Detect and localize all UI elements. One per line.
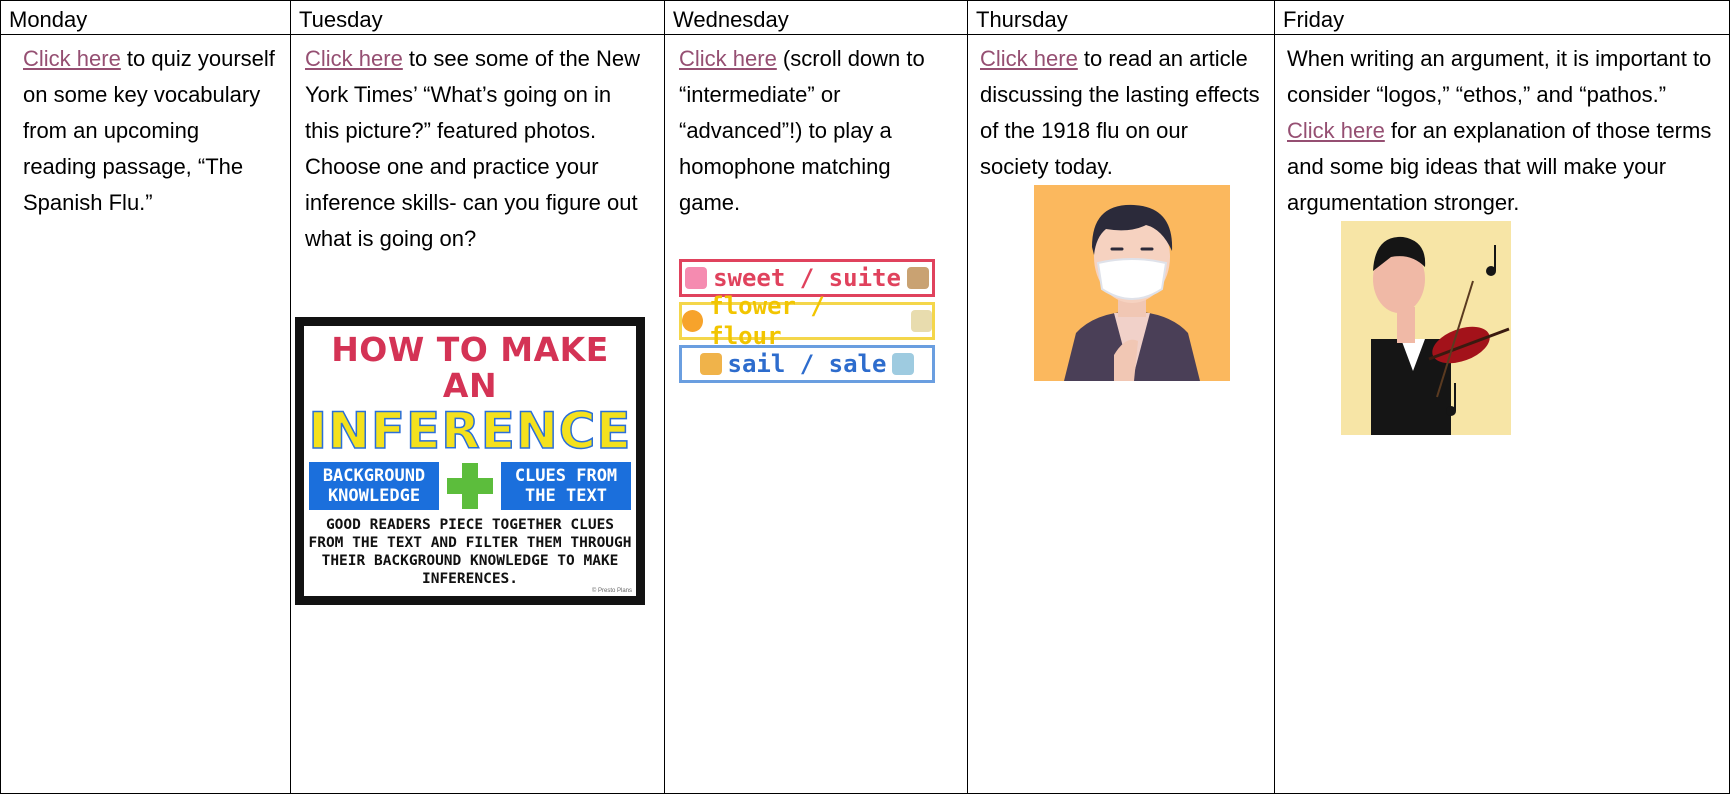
- day-header-monday: Monday: [1, 1, 291, 35]
- tuesday-link[interactable]: Click here: [305, 46, 403, 71]
- violinist-image: [1341, 221, 1511, 435]
- friday-text-before: When writing an argument, it is important to consider “logos,” “ethos,” and “pathos.”: [1287, 46, 1712, 107]
- flower-icon: [682, 310, 703, 332]
- day-header-thursday: Thursday: [968, 1, 1275, 35]
- homophone-cards-image: [679, 259, 935, 383]
- poster-box-clues: CLUES FROM THE TEXT: [501, 462, 631, 510]
- monday-link[interactable]: Click here: [23, 46, 121, 71]
- hotel-room-icon: [907, 267, 929, 289]
- wednesday-link[interactable]: Click here: [679, 46, 777, 71]
- homophone-card: [679, 292, 935, 350]
- masked-person-image: [1034, 185, 1230, 381]
- homophone-pair: sail / sale: [727, 350, 887, 378]
- friday-text-after: for an explanation of those terms and some big ideas that will make your argumentation stronger.: [1287, 118, 1712, 215]
- flour-bag-icon: [911, 310, 932, 332]
- homophone-pair: sweet / suite: [713, 264, 901, 292]
- poster-title: HOW TO MAKE AN: [331, 330, 609, 405]
- wednesday-text: (scroll down to “intermediate” or “advanced”!) to play a homophone matching game.: [679, 46, 925, 215]
- violinist-icon: [1341, 221, 1511, 435]
- thursday-cell: [968, 35, 1275, 794]
- thursday-text: to read an article discussing the lasting effects of the 1918 flu on our society today.: [980, 46, 1260, 179]
- thursday-link[interactable]: Click here: [980, 46, 1078, 71]
- day-header-wednesday: Wednesday: [665, 1, 968, 35]
- inference-poster-image: [295, 317, 645, 605]
- wednesday-cell: [665, 35, 968, 794]
- day-header-tuesday: Tuesday: [291, 1, 665, 35]
- header-row: [1, 1, 1730, 35]
- friday-link[interactable]: Click here: [1287, 118, 1385, 143]
- plus-icon: [447, 463, 493, 509]
- homophone-pair: flower / flour: [709, 292, 825, 350]
- tuesday-text: to see some of the New York Times’ “What’s going on in this picture?” featured photos. Choose one and practice your inference skills- can you figure out what is going on?: [305, 46, 641, 251]
- monday-cell: [1, 35, 291, 794]
- sailboat-icon: [700, 353, 722, 375]
- tuesday-cell: [291, 35, 665, 794]
- sale-sign-icon: [892, 353, 914, 375]
- candy-icon: [685, 267, 707, 289]
- poster-box-background: BACKGROUND KNOWLEDGE: [309, 462, 439, 510]
- day-header-friday: Friday: [1275, 1, 1730, 35]
- masked-person-icon: [1034, 185, 1230, 381]
- monday-text: to quiz yourself on some key vocabulary from an upcoming reading passage, “The Spanish Flu.”: [23, 46, 275, 215]
- poster-credit: © Presto Plans: [591, 588, 632, 594]
- poster-body-text: GOOD READERS PIECE TOGETHER CLUES FROM THE TEXT AND FILTER THEM THROUGH THEIR BACKGROUND KNOWLEDGE TO MAKE INFERENCES.: [308, 517, 632, 587]
- friday-cell: [1275, 35, 1730, 794]
- poster-big-word: INFERENCE: [308, 402, 632, 460]
- content-row: [1, 35, 1730, 794]
